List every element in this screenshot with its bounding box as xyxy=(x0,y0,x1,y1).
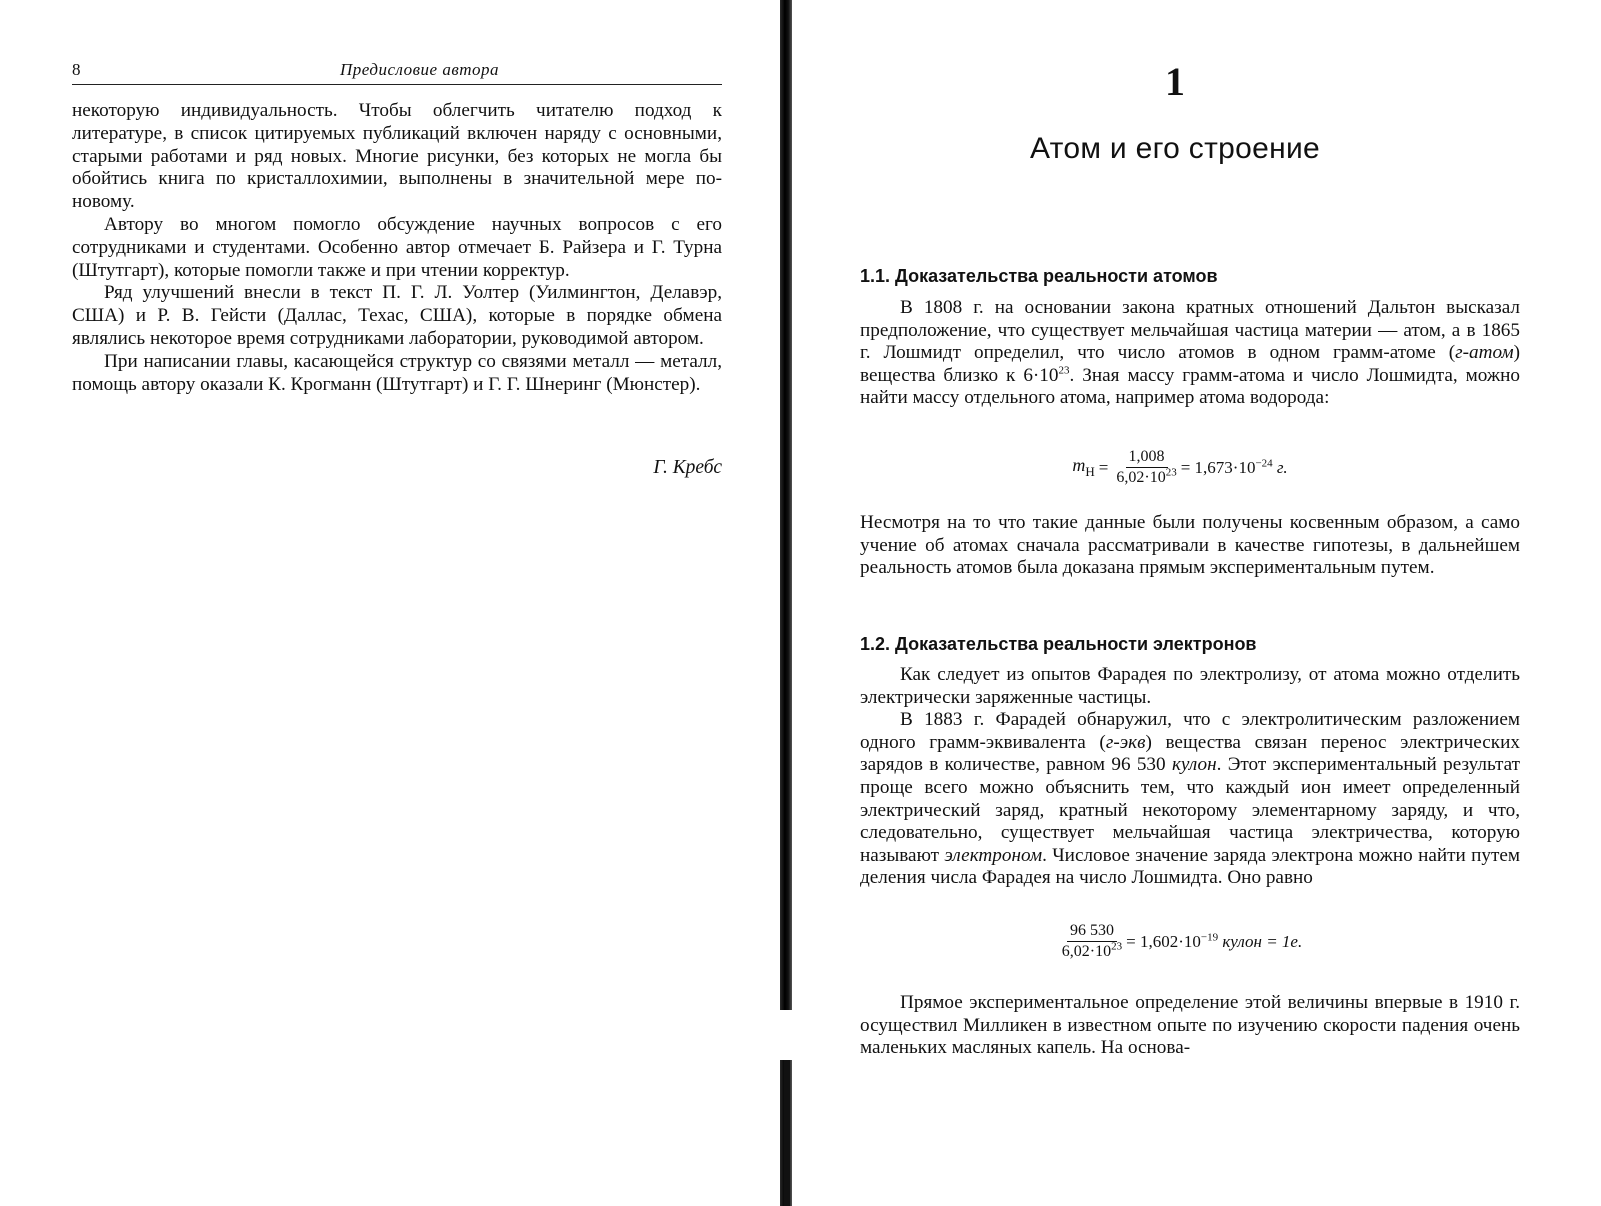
text-run: ) вещества близко к 6·10 xyxy=(860,342,1520,386)
denominator-base: 6,02·10 xyxy=(1116,469,1166,486)
text-run: В 1883 г. Фарадей обнаружил, что с электролитическим разложением одного грамм-эквивалента ( xyxy=(860,709,1520,753)
fraction-numerator: 96 530 xyxy=(1067,922,1117,942)
paragraph: При написании главы, касающейся структур со связями металл — металл, помощь автору оказали К. Крогманн (Штутгарт) и Г. Г. Шнеринг (Мюнстер). xyxy=(72,350,722,395)
section-1-1-text xyxy=(860,297,1520,410)
page-number: 8 xyxy=(72,60,81,79)
formula-hydrogen-mass xyxy=(860,448,1500,487)
section-1-2-text-2 xyxy=(860,992,1520,1060)
paragraph: некоторую индивидуальность. Чтобы облегчить читателю подход к литературе, в список цитируемых публикаций включен наряду с основными, старыми работами и ряд новых. Многие рисунки, без которых не могла бы обойтись книга по кристаллохимии, выполнены в значительной мере по-новому. xyxy=(72,100,722,213)
chapter-number: 1 xyxy=(1165,59,1185,104)
chapter-title: Атом и его строение xyxy=(1030,132,1320,165)
exponent: −24 xyxy=(1255,456,1273,469)
exponent: 23 xyxy=(1111,940,1123,953)
fraction xyxy=(1062,922,1122,961)
running-title: Предисловие автора xyxy=(340,60,499,79)
exponent: −19 xyxy=(1200,930,1219,943)
text-run: . Числовое значение заряда электрона можно найти путем деления числа Фарадея на число Лошмидта. Оно равно xyxy=(860,844,1521,889)
formula-result xyxy=(1126,932,1302,952)
formula-electron-charge xyxy=(860,922,1500,961)
fraction-numerator: 1,008 xyxy=(1126,448,1168,468)
text-run: . Этот экспериментальный результат проще всего можно объяснить тем, что каждый ион имеет определенный электрический заряд, кратный некоторому элементарному заряду, и что, следовательно, существует мельчайшая частица электричества, которую называют xyxy=(860,754,1520,866)
preface-text xyxy=(72,100,722,396)
paragraph: Ряд улучшений внесли в текст П. Г. Л. Уолтер (Уилмингтон, Делавэр, США) и Р. В. Гейсти (Даллас, Техас, США), которые в порядке обмена являлись некоторое время сотрудниками лаборатории, руководимой автором. xyxy=(72,282,722,349)
fraction-denominator xyxy=(1062,942,1122,961)
text-run: В 1808 г. на основании закона кратных отношений Дальтон высказал предположение, что существует мельчайшая частица материи — атом, а в 1865 г. Лошмидт определил, что число атомов в одном грамм-атоме ( xyxy=(860,297,1520,364)
paragraph: Несмотря на то что такие данные были получены косвенным образом, а само учение об атомах сначала рассматривали в качестве гипотезы, в дальнейшем реальность атомов была доказана прямым экспериментальным путем. xyxy=(860,512,1520,579)
section-heading-1-1: 1.1. Доказательства реальности атомов xyxy=(860,266,1218,286)
book-spine-shadow-lower xyxy=(784,1060,790,1206)
text-run: . Зная массу грамм-атома и число Лошмидта, можно найти массу отдельного атома, например атома водорода: xyxy=(860,364,1520,409)
subscript: H xyxy=(1085,464,1095,479)
denominator-base: 6,02·10 xyxy=(1061,943,1112,960)
term-italic: кулон xyxy=(1171,754,1217,776)
paragraph: Прямое экспериментальное определение этой величины впервые в 1910 г. осуществил Милликен в известном опыте по изучению скорости падения очень маленьких масляных капель. На основа- xyxy=(860,992,1520,1059)
exponent: 23 xyxy=(1058,364,1070,377)
fraction xyxy=(1116,448,1176,487)
formula-variable xyxy=(1072,455,1094,480)
text-run: ) вещества связан перенос электрических зарядов в количестве, равном 96 530 xyxy=(860,731,1520,776)
equals-sign: = xyxy=(1098,457,1109,477)
term-italic: г-экв xyxy=(1105,731,1146,753)
paragraph: Автору во многом помогло обсуждение научных вопросов с его сотрудниками и студентами. Особенно автор отмечает Б. Райзера и Г. Турна (Штутгарт), которые помогли также и при чтении корректур. xyxy=(72,213,722,281)
term-italic: электроном xyxy=(944,844,1043,866)
unit: кулон xyxy=(1222,931,1262,951)
paragraph xyxy=(860,709,1520,890)
fraction-denominator xyxy=(1116,468,1176,487)
formula-tail: = 1e. xyxy=(1266,931,1303,951)
exponent: 23 xyxy=(1165,466,1177,479)
section-1-1-text-2 xyxy=(860,512,1520,580)
spine-gap xyxy=(778,1010,794,1060)
result-value: = 1,673·10 xyxy=(1180,457,1256,477)
page-header xyxy=(72,58,722,85)
formula-result xyxy=(1181,458,1288,478)
section-1-2-text xyxy=(860,664,1520,890)
paragraph: Как следует из опытов Фарадея по электролизу, от атома можно отделить электрически заряженные частицы. xyxy=(860,664,1520,708)
unit: г. xyxy=(1276,457,1288,477)
section-heading-1-2: 1.2. Доказательства реальности электронов xyxy=(860,634,1257,654)
term-italic: г-атом xyxy=(1455,342,1514,364)
author-signature: Г. Кребс xyxy=(653,457,722,478)
paragraph xyxy=(860,297,1520,410)
variable-m: m xyxy=(1072,455,1086,475)
result-value: = 1,602·10 xyxy=(1126,931,1201,951)
